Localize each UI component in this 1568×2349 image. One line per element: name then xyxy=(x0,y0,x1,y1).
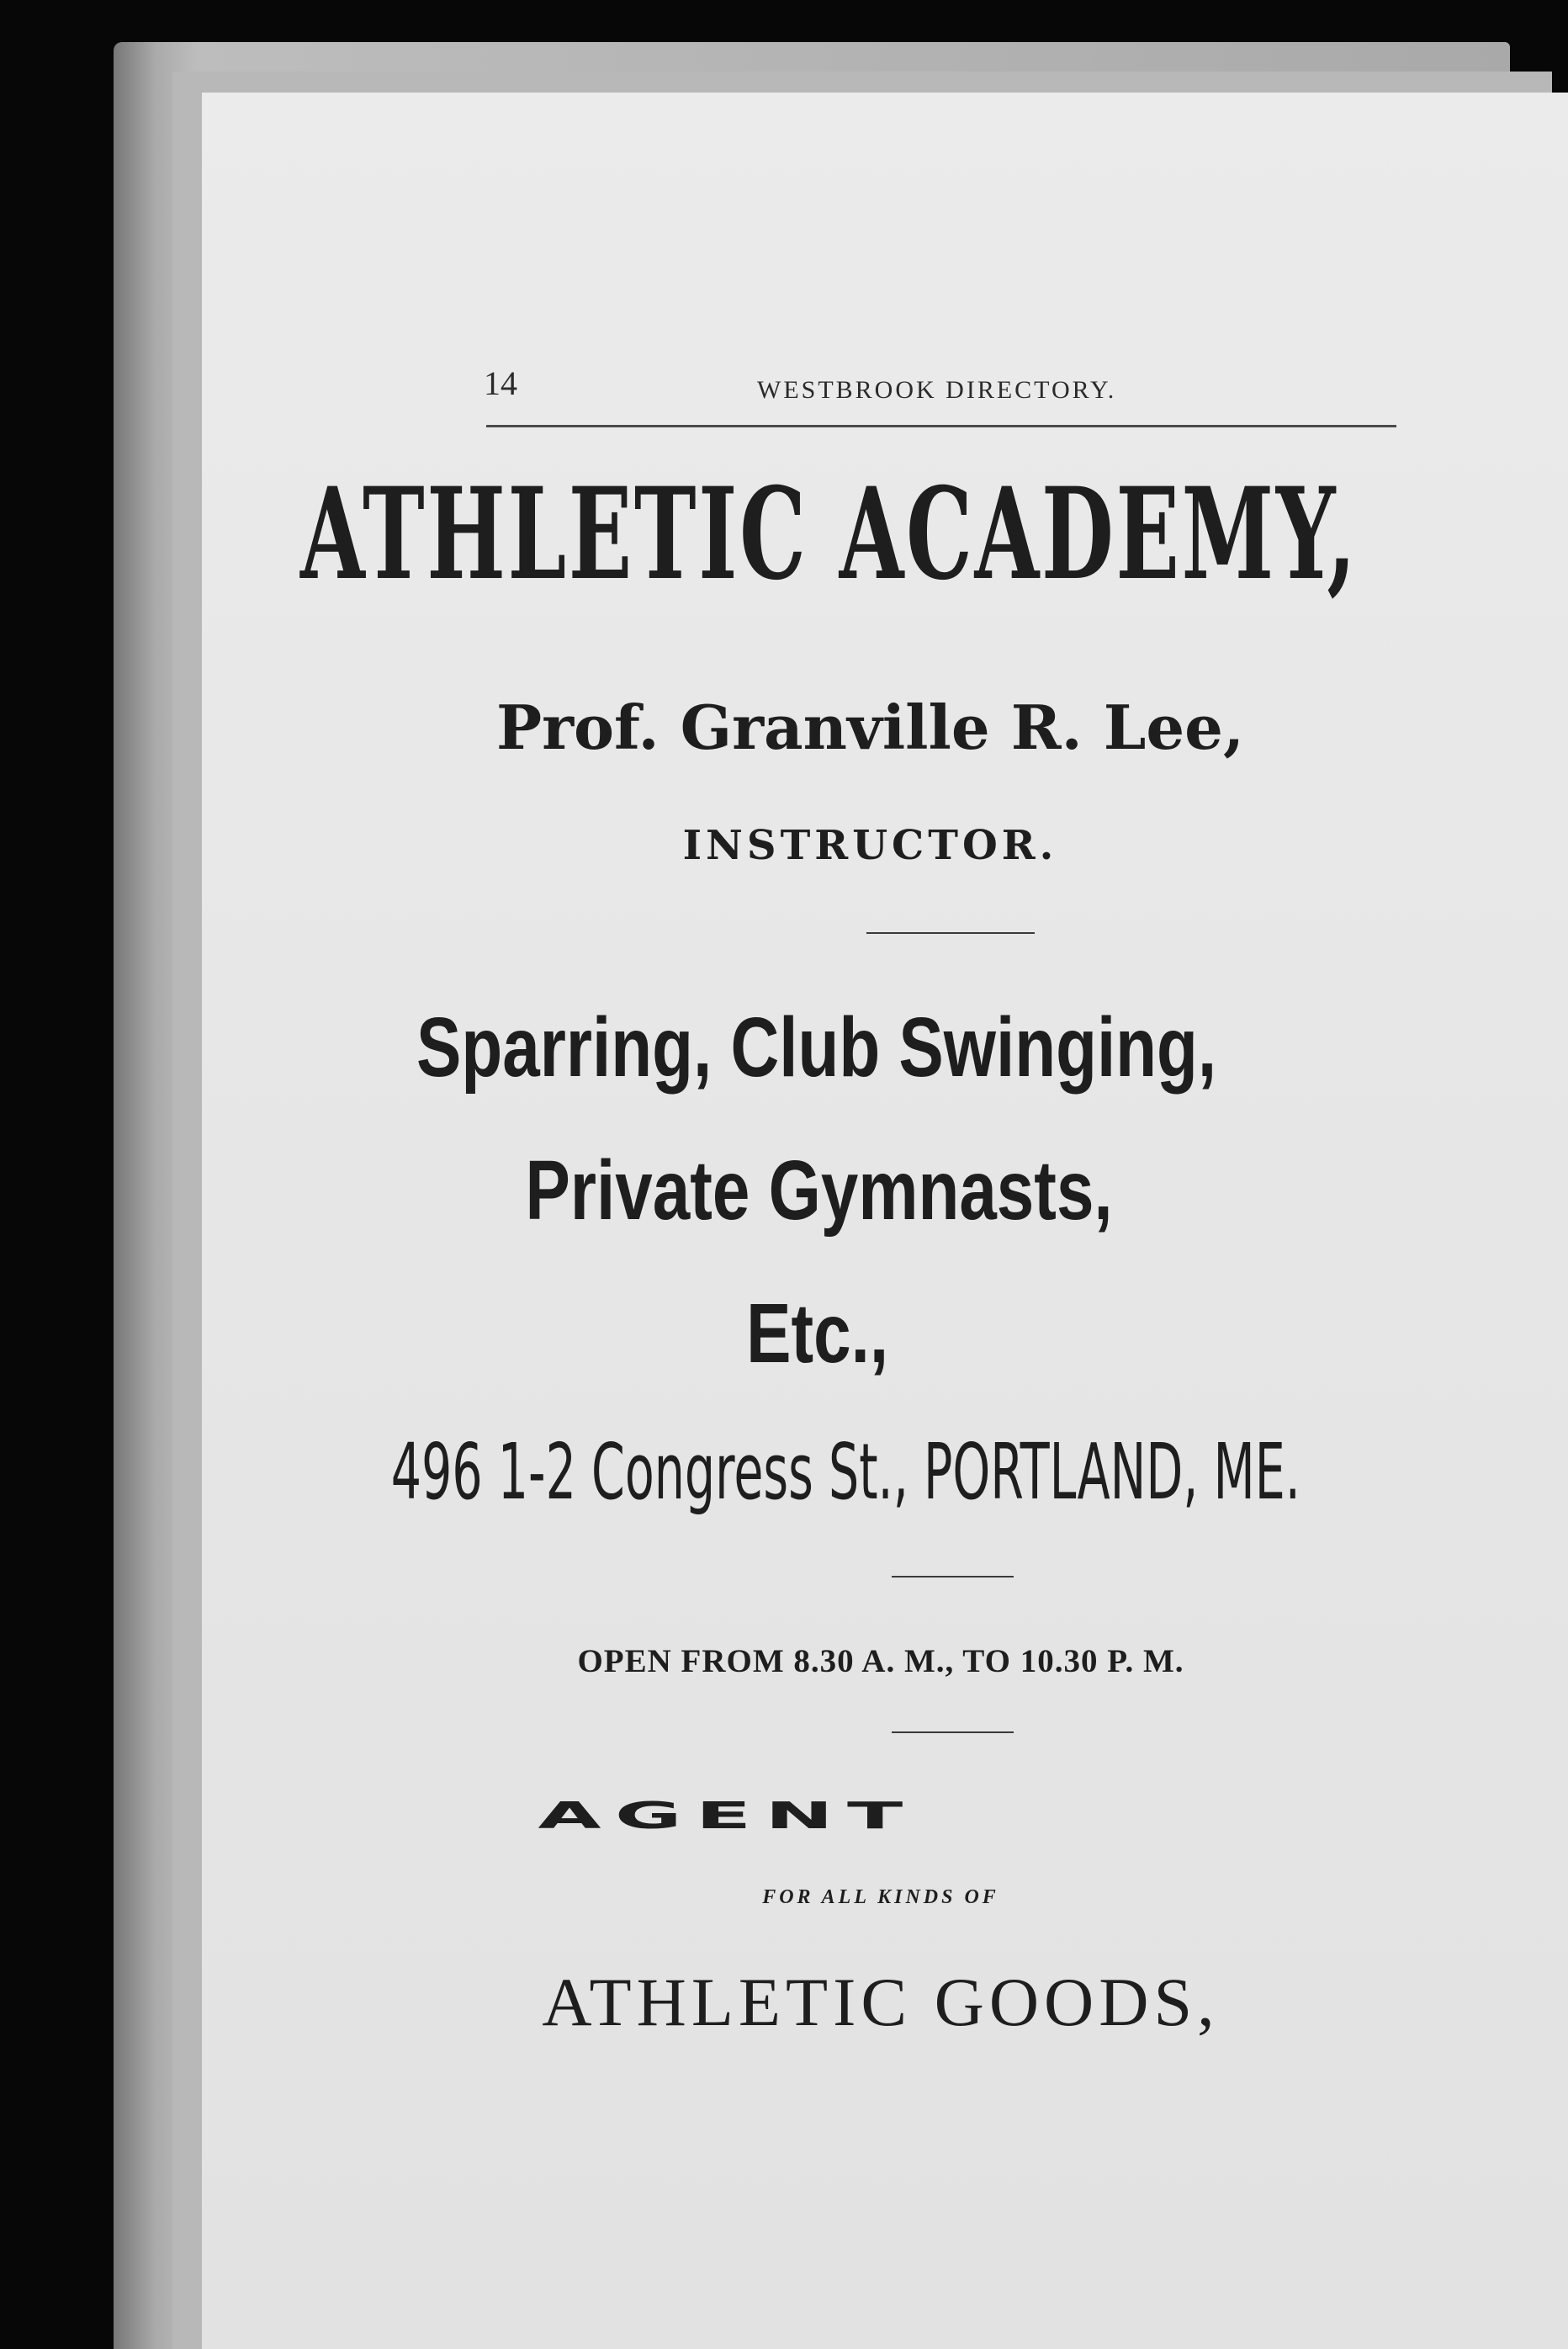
services-line: Private Gymnasts, xyxy=(525,1143,1113,1238)
services-line: Etc., xyxy=(746,1286,889,1381)
address: 496 1-2 Congress St., PORTLAND, ME. xyxy=(390,1427,1300,1517)
proprietor-role: INSTRUCTOR. xyxy=(682,822,1058,869)
proprietor-name: Prof. Granville R. Lee, xyxy=(495,692,1245,763)
header-rule xyxy=(486,425,1396,427)
running-title: WESTBROOK DIRECTORY. xyxy=(757,376,1117,404)
goods-line: ATHLETIC GOODS, xyxy=(542,1964,1220,2040)
services-line: Sparring, Club Swinging, xyxy=(416,1000,1217,1095)
opening-hours: OPEN FROM 8.30 A. M., TO 10.30 P. M. xyxy=(577,1643,1184,1679)
divider-rule xyxy=(892,1576,1014,1577)
page-number: 14 xyxy=(484,364,517,402)
agent-subheading: FOR ALL KINDS OF xyxy=(762,1886,999,1908)
divider-rule xyxy=(892,1731,1014,1733)
ad-title: ATHLETIC ACADEMY, xyxy=(300,460,1359,608)
agent-heading: AGENT xyxy=(538,1794,917,1837)
divider-rule xyxy=(866,932,1035,934)
